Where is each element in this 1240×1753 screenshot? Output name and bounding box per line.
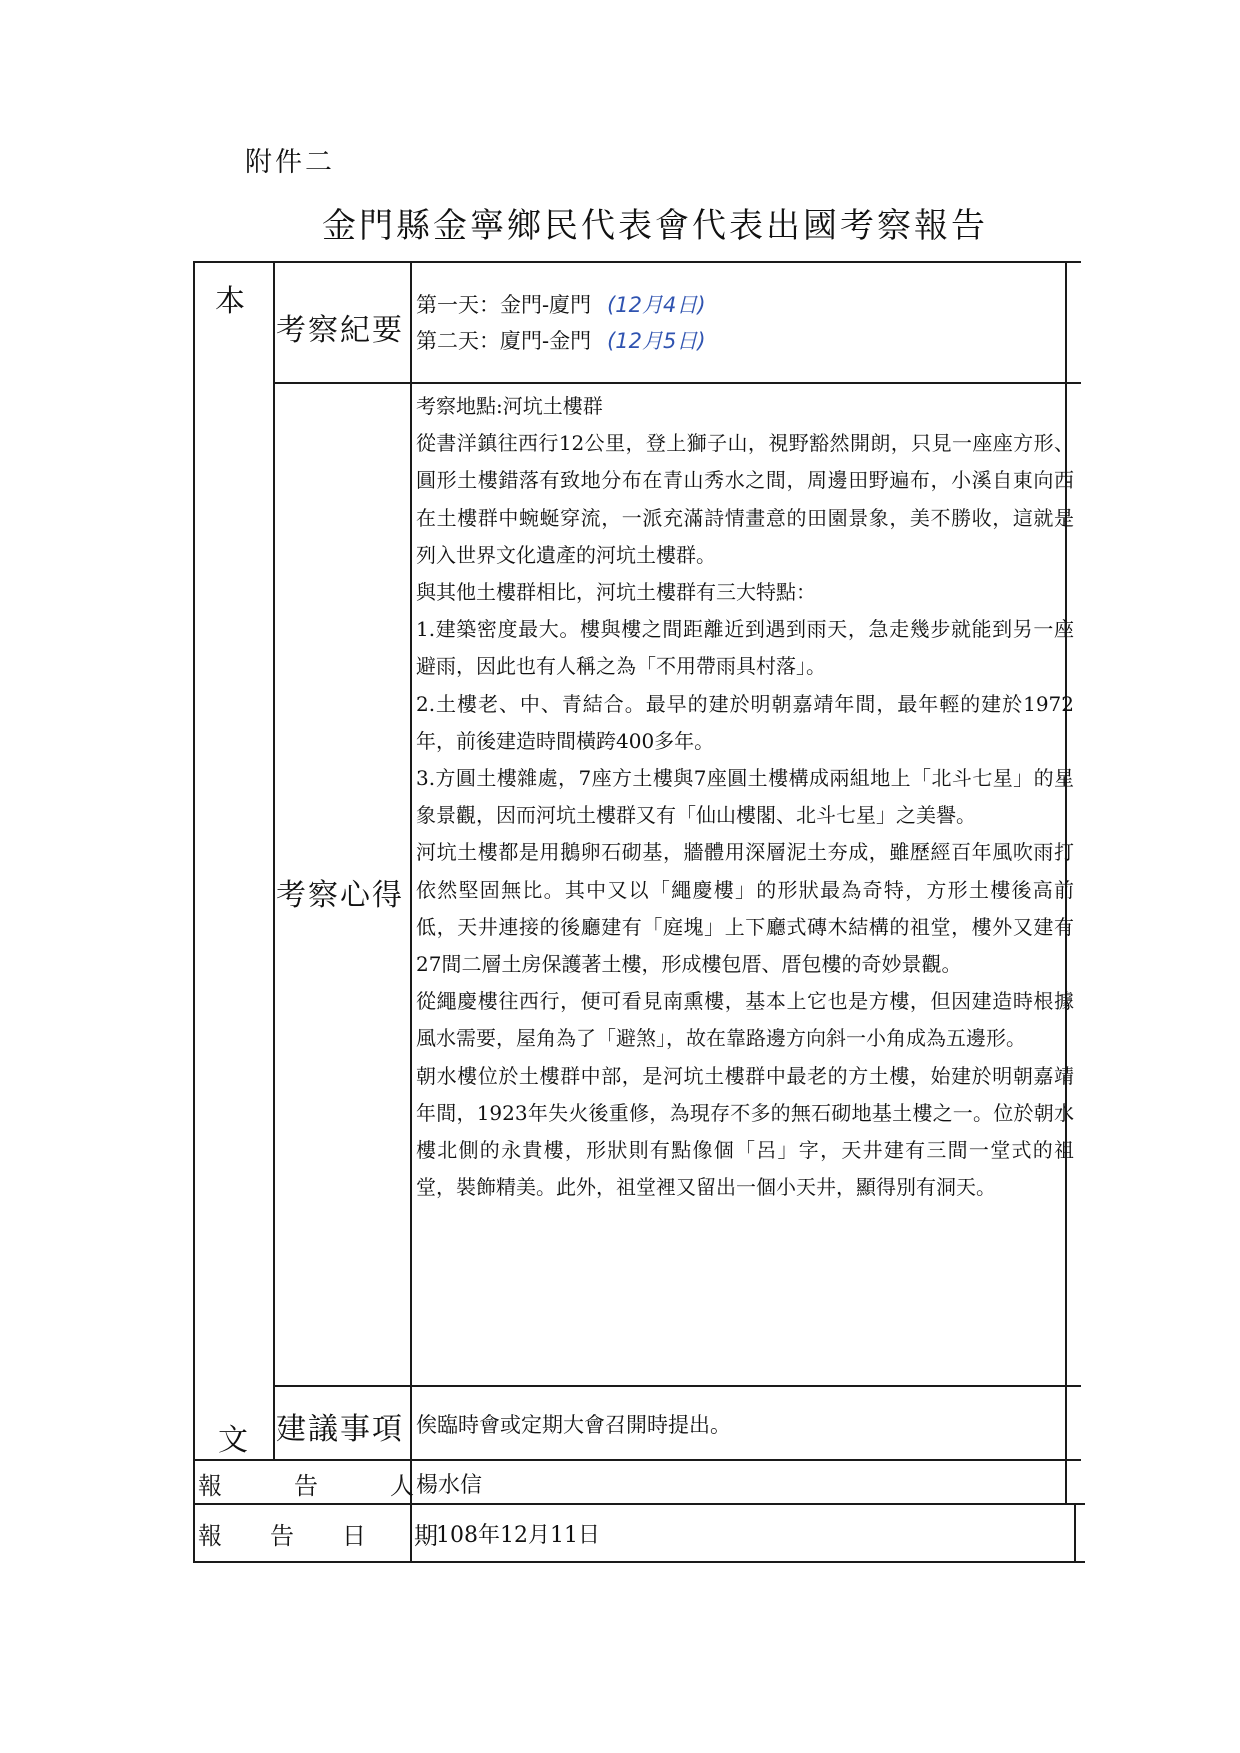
- insight-paragraph: 2.土樓老、中、青結合。最早的建於明朝嘉靖年間，最年輕的建於1972年，前後建造時間橫跨400多年。: [416, 691, 1074, 753]
- side-label-bottom: 文: [218, 1423, 248, 1458]
- insight-paragraph: 河坑土樓都是用鵝卵石砌基，牆體用深層泥土夯成，雖歷經百年風吹雨打依然堅固無比。其中又以「繩慶樓」的形狀最為奇特，方形土樓後高前低，天井連接的後廳建有「庭塊」上下廳式磚木結構的祖堂，樓外又建有27間二層土房保護著土樓，形成樓包厝、厝包樓的奇妙景觀。: [416, 840, 1074, 977]
- day-1-item: [416, 287, 706, 323]
- insight-paragraph: 朝水樓位於土樓群中部，是河坑土樓群中最老的方土樓，始建於明朝嘉靖年間，1923年失火後重修，為現存不多的無石砌地基土樓之一。位於朝水樓北側的永貴樓，形狀則有點像個「呂」字，天井建有三間一堂式的祖堂，裝飾精美。此外，祖堂裡又留出一個小天井，顯得別有洞天。: [416, 1063, 1074, 1200]
- day-1-handwritten-date: (12月4日): [607, 293, 706, 317]
- reporter-name: 楊水信: [416, 1473, 483, 1498]
- label-column-divider: [410, 261, 412, 1563]
- insight-paragraph: 1.建築密度最大。樓與樓之間距離近到遇到雨天，急走幾步就能到另一座避雨，因此也有人稱之為「不用帶雨具村落」。: [416, 617, 1074, 679]
- summary-cell: [416, 287, 706, 359]
- row-divider-suggestion: [193, 1459, 1081, 1461]
- suggestion-text: 俟臨時會或定期大會召開時提出。: [416, 1413, 731, 1437]
- insight-paragraph: 與其他土樓群相比，河坑土樓群有三大特點：: [416, 580, 816, 605]
- reporter-label: 報 告 人: [198, 1472, 414, 1500]
- row-divider-insight: [273, 1385, 1081, 1387]
- page-title: 金門縣金寧鄉民代表會代表出國考察報告: [322, 206, 988, 246]
- insight-paragraph: 從繩慶樓往西行，便可看見南熏樓，基本上它也是方樓，但因建造時根據風水需要，屋角為了「避煞」，故在靠路邊方向斜一小角成為五邊形。: [416, 989, 1074, 1051]
- report-date-label: 報 告 日 期: [198, 1522, 438, 1550]
- side-column-divider: [273, 261, 275, 1461]
- insight-label: 考察心得: [276, 878, 404, 913]
- insight-paragraph: 3.方圓土樓雜處，7座方土樓與7座圓土樓構成兩組地上「北斗七星」的星象景觀，因而河坑土樓群又有「仙山樓閣、北斗七星」之美譽。: [416, 766, 1074, 828]
- attachment-label: 附件二: [245, 147, 335, 178]
- day-2-handwritten-date: (12月5日): [607, 329, 706, 353]
- table-border-left: [193, 261, 195, 1563]
- row-divider-reporter: [193, 1503, 1085, 1505]
- row-divider-summary: [273, 382, 1081, 384]
- day-1-text: 第一天：金門-廈門: [416, 293, 592, 317]
- insight-paragraph: 從書洋鎮往西行12公里，登上獅子山，視野豁然開朗，只見一座座方形、圓形土樓錯落有致地分布在青山秀水之間，周邊田野遍布，小溪自東向西在土樓群中蜿蜒穿流，一派充滿詩情畫意的田園景象，美不勝收，這就是列入世界文化遺產的河坑土樓群。: [416, 431, 1074, 567]
- insight-paragraph: 考察地點:河坑土樓群: [416, 394, 603, 418]
- suggestion-label: 建議事項: [276, 1412, 404, 1447]
- report-date-value: 108年12月11日: [436, 1523, 600, 1548]
- table-border-right-lower: [1074, 1503, 1076, 1563]
- side-label-top: 本: [215, 284, 245, 319]
- table-border-bottom: [193, 1561, 1085, 1563]
- table-border-top: [193, 261, 1081, 263]
- summary-label: 考察紀要: [276, 313, 404, 348]
- day-2-item: [416, 323, 706, 359]
- insight-body: [416, 388, 1074, 1206]
- day-2-text: 第二天：廈門-金門: [416, 329, 592, 353]
